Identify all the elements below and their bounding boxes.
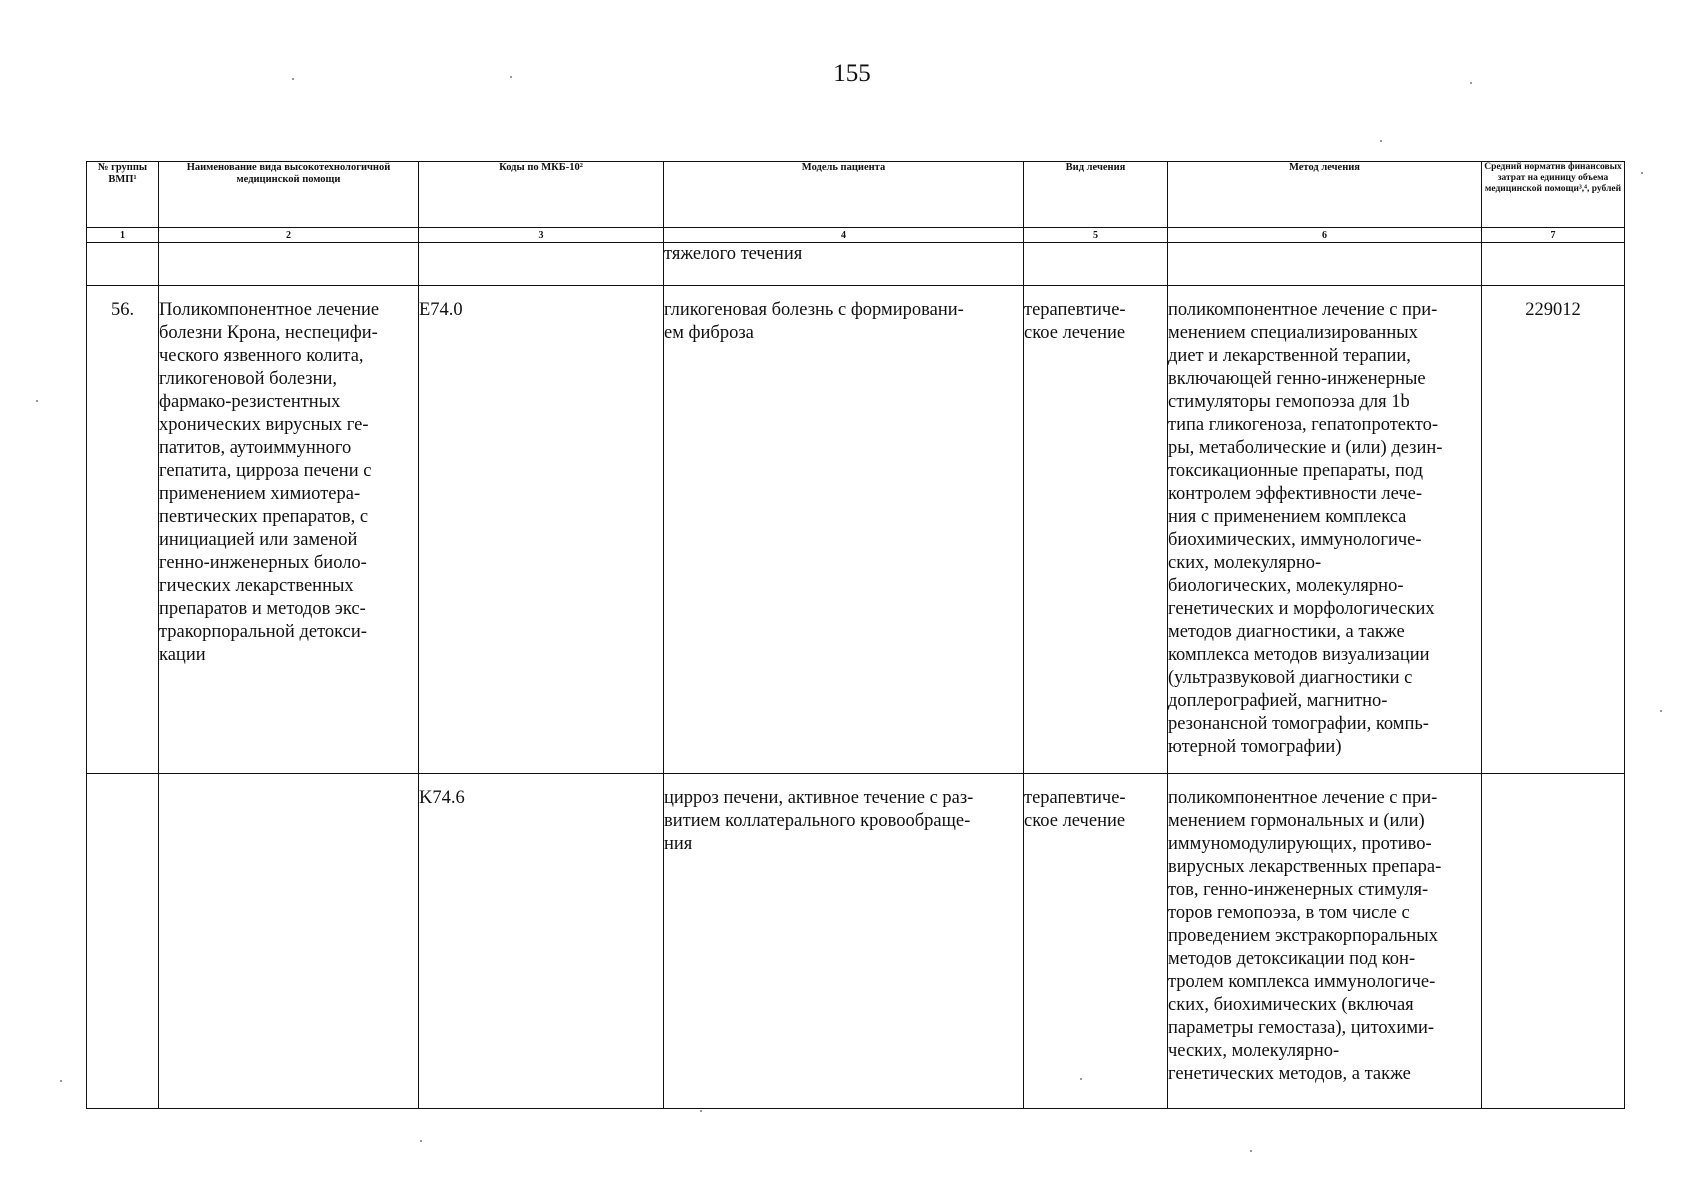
average-cost-cell: 229012 [1482,286,1625,774]
column-number: 5 [1024,228,1168,243]
icd-codes-cell [419,243,664,286]
column-number: 6 [1168,228,1482,243]
treatment-type-cell: терапевтиче- ское лечение [1024,286,1168,774]
header-row [87,162,1625,228]
icd-codes-cell: K74.6 [419,774,664,1109]
column-number: 1 [87,228,159,243]
header-care-type-name: Наименование вида высокотехнологичной медицинской помощи [159,162,419,228]
treatment-method-cell: поликомпонентное лечение с при- менением гормональных и (или) иммуномодулирующих, противо- вирусных лекарственных препара- тов, генно-инженерных стимуля- торов гемопоэза, в том числе с проведением экстракорпоральных методов детоксикации под кон- тролем комплекса иммунологиче- ских, биохимических (включая параметры гемостаза), цитохими- ческих, молекулярно- генетических методов, а также [1168,774,1482,1109]
patient-model-cell: тяжелого течения [664,243,1024,286]
average-cost-cell [1482,243,1625,286]
patient-model-cell: гликогеновая болезнь с формировани- ем фиброза [664,286,1024,774]
treatment-type-cell [1024,243,1168,286]
care-type-name-cell [159,243,419,286]
table-row [87,243,1625,286]
treatment-method-cell: поликомпонентное лечение с при- менением специализированных диет и лекарственной терапии, включающей генно-инженерные стимуляторы гемопоэза для 1b типа гликогеноза, гепатопротекто- ры, метаболические и (или) дезин- токсикационные препараты, под контролем эффективности лече- ния с применением комплекса биохимических, иммунологиче- ских, молекулярно- биологических, молекулярно- генетических и морфологических методов диагностики, а также комплекса методов визуализации (ультразвуковой диагностики с доплерографией, магнитно- резонансной томографии, компь- ютерной томографии) [1168,286,1482,774]
column-number: 2 [159,228,419,243]
icd-codes-cell: E74.0 [419,286,664,774]
treatment-method-cell [1168,243,1482,286]
care-type-name-cell: Поликомпонентное лечение болезни Крона, неспецифи- ческого язвенного колита, гликогеновой болезни, фармако-резистентных хронических вирусных ге- патитов, аутоиммунного гепатита, цирроза печени с применением химиотера- певтических препаратов, с инициацией или заменой генно-инженерных биоло- гических лекарственных препаратов и методов экс- тракорпоральной детокси- кации [159,286,419,774]
header-treatment-method: Метод лечения [1168,162,1482,228]
table-row [87,286,1625,774]
group-number-cell: 56. [87,286,159,774]
header-patient-model: Модель пациента [664,162,1024,228]
group-number-cell [87,243,159,286]
header-icd-codes: Коды по МКБ-10² [419,162,664,228]
treatment-type-cell: терапевтиче- ское лечение [1024,774,1168,1109]
column-number: 3 [419,228,664,243]
group-number-cell [87,774,159,1109]
average-cost-cell [1482,774,1625,1109]
page-number: 155 [833,60,871,87]
table-row [87,774,1625,1109]
header-average-cost: Средний норматив финансовых затрат на единицу объема медицинской помощи³,⁴, рублей [1482,162,1625,228]
vmp-table [86,161,1625,1109]
header-treatment-type: Вид лечения [1024,162,1168,228]
column-number: 7 [1482,228,1625,243]
column-number: 4 [664,228,1024,243]
patient-model-cell: цирроз печени, активное течение с раз- витием коллатерального кровообраще- ния [664,774,1024,1109]
column-number-row [87,228,1625,243]
care-type-name-cell [159,774,419,1109]
header-group-number: № группы ВМП¹ [87,162,159,228]
